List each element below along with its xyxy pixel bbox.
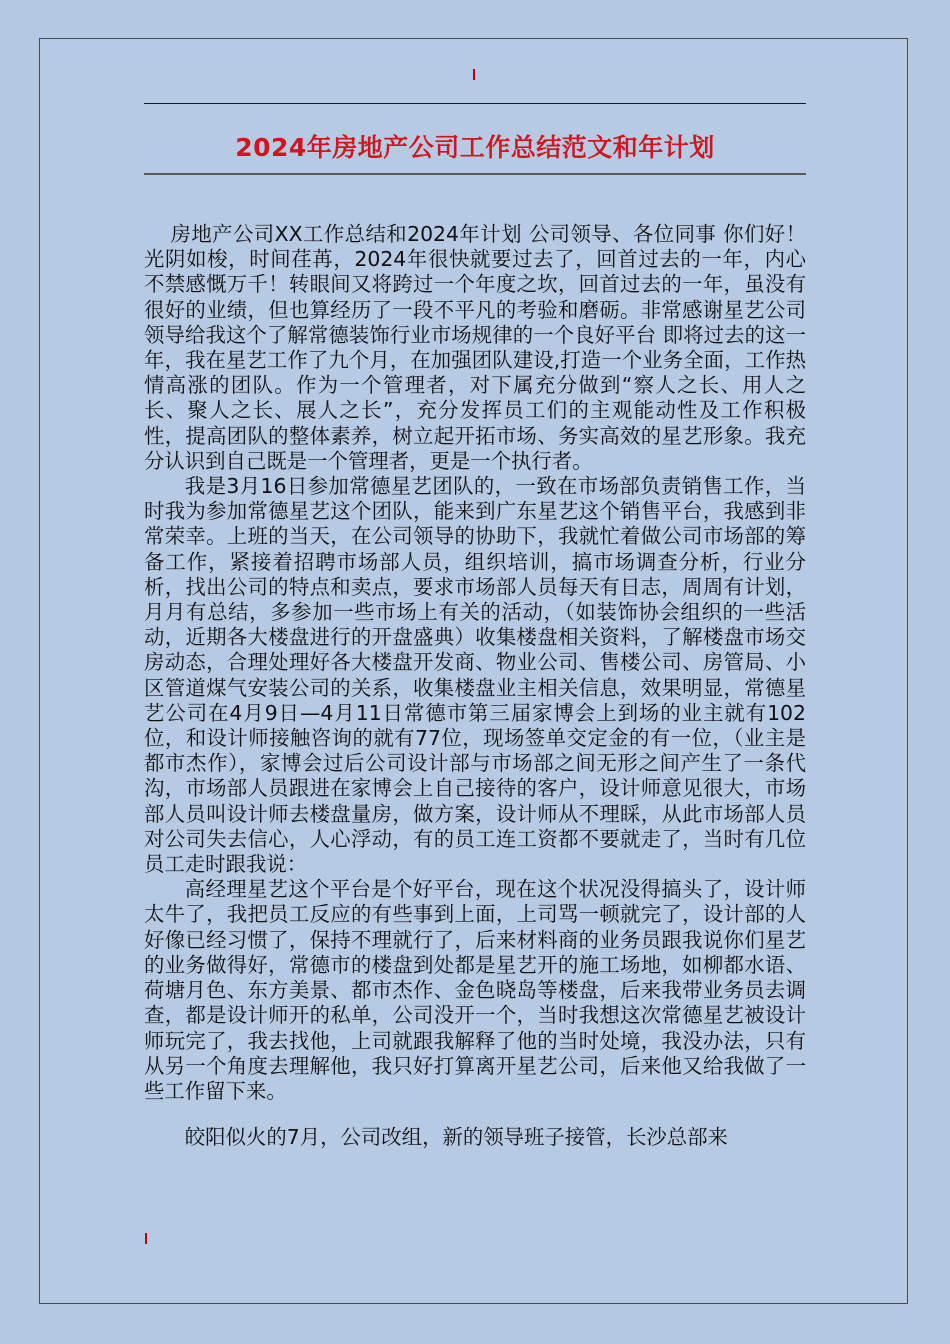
document-body <box>144 222 806 1150</box>
header-rule <box>144 103 806 104</box>
paragraph: 我是3月16日参加常德星艺团队的，一致在市场部负责销售工作，当时我为参加常德星艺这个团队，能来到广东星艺这个销售平台，我感到非常荣幸。上班的当天，在公司领导的协助下，我就忙着做公司市场部的筹备工作，紧接着招聘市场部人员，组织培训，搞市场调查分析，行业分析，找出公司的特点和卖点，要求市场部人员每天有日志，周周有计划，月月有总结，多参加一些市场上有关的活动，（如装饰协会组织的一些活动，近期各大楼盘进行的开盘盛典）收集楼盘相关资料，了解楼盘市场交房动态，合理处理好各大楼盘开发商、物业公司、售楼公司、房管局、小区管道煤气安装公司的关系，收集楼盘业主相关信息，效果明显，常德星艺公司在4月9日—4月11日常德市第三届家博会上到场的业主就有102位，和设计师接触咨询的就有77位，现场签单交定金的有一位，（业主是都市杰作），家博会过后公司设计部与市场部之间无形之间产生了一条代沟，市场部人员跟进在家博会上自己接待的客户，设计师意见很大，市场部人员叫设计师去楼盘量房，做方案，设计师从不理睬，从此市场部人员对公司失去信心，人心浮动，有的员工连工资都不要就走了，当时有几位员工走时跟我说： <box>144 474 806 877</box>
title-rule <box>144 173 806 175</box>
footer-mark <box>145 1233 147 1244</box>
header-mark <box>473 69 475 80</box>
paragraph: 房地产公司XX工作总结和2024年计划 公司领导、各位同事 你们好！ 光阴如梭，时间荏苒，2024年很快就要过去了，回首过去的一年，内心不禁感慨万千！转眼间又将跨过一个年度之坎，回首过去的一年，虽没有很好的业绩，但也算经历了一段不平凡的考验和磨砺。非常感谢星艺公司领导给我这个了解常德装饰行业市场规律的一个良好平台 即将过去的这一年，我在星艺工作了九个月，在加强团队建设,打造一个业务全面，工作热情高涨的团队。作为一个管理者，对下属充分做到“察人之长、用人之长、聚人之长、展人之长”，充分发挥员工们的主观能动性及工作积极性，提高团队的整体素养，树立起开拓市场、务实高效的星艺形象。我充分认识到自己既是一个管理者，更是一个执行者。 <box>144 222 806 473</box>
document-title: 2024年房地产公司工作总结范文和年计划 <box>235 133 715 162</box>
paragraph: 皎阳似火的7月，公司改组，新的领导班子接管，长沙总部来 <box>184 1125 728 1150</box>
paragraph: 高经理星艺这个平台是个好平台，现在这个状况没得搞头了，设计师太牛了，我把员工反应的有些事到上面，上司骂一顿就完了，设计部的人好像已经习惯了，保持不理就行了，后来材料商的业务员跟我说你们星艺的业务做得好，常德市的楼盘到处都是星艺开的施工场地，如柳都水语、荷塘月色、东方美景、都市杰作、金色晓岛等楼盘，后来我带业务员去调查，都是设计师开的私单，公司没开一个，当时我想这次常德星艺被设计师玩完了，我去找他，上司就跟我解释了他的当时处境，我没办法，只有从另一个角度去理解他，我只好打算离开星艺公司，后来他又给我做了一些工作留下来。 <box>144 877 806 1103</box>
